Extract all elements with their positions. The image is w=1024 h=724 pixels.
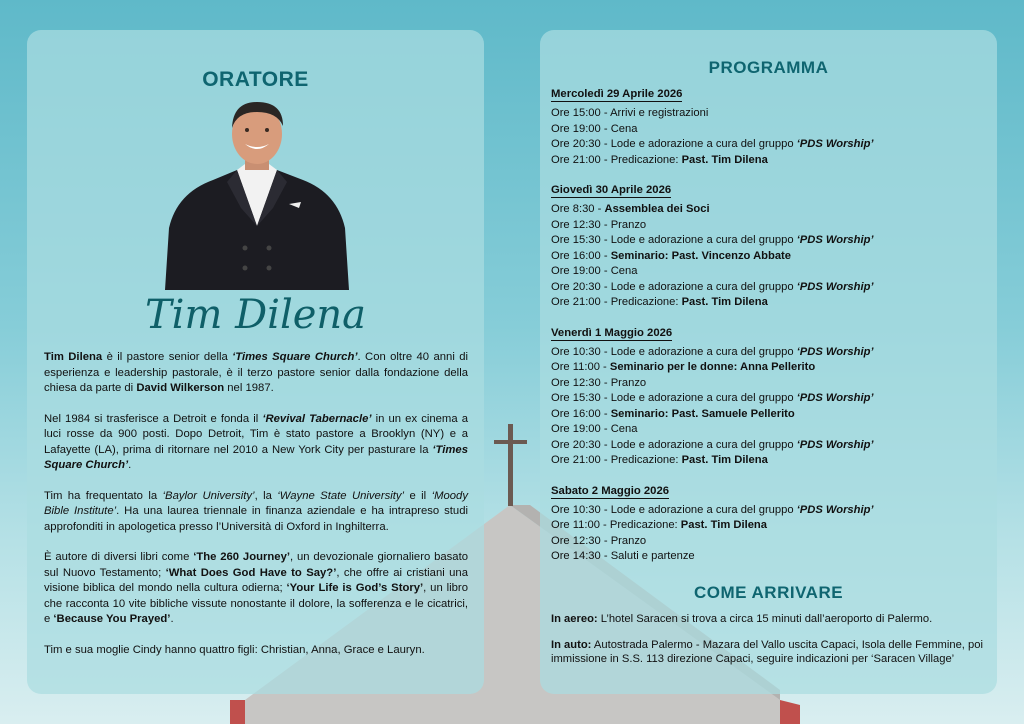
text-run: è il pastore senior della: [102, 351, 233, 363]
text-run: nel 1987.: [224, 382, 274, 394]
text-run: Ore 20:30 - Lode e adorazione a cura del gruppo: [551, 438, 797, 451]
schedule-row: [551, 137, 991, 153]
schedule-row: [551, 376, 991, 392]
text-run: Ore 20:30 - Lode e adorazione a cura del gruppo: [551, 280, 797, 293]
text-run: ‘PDS Worship’: [796, 438, 874, 451]
schedule-row: [551, 122, 991, 138]
text-run: ‘Times Square Church’: [44, 443, 468, 471]
text-run: Ore 21:00 - Predicazione:: [551, 296, 682, 308]
schedule-row: [551, 153, 991, 169]
text-run: Past. Tim Dilena: [681, 296, 768, 308]
schedule-row: [551, 106, 991, 122]
text-run: Ore 15:30 - Lode e adorazione a cura del gruppo: [551, 392, 797, 404]
day-title: Venerdì 1 Maggio 2026: [551, 326, 673, 339]
bio-paragraph: [44, 412, 468, 474]
schedule-row: [551, 518, 991, 534]
text-run: Ore 11:00 - Predicazione:: [551, 519, 681, 531]
text-run: Ore 19:00 - Cena: [551, 423, 638, 435]
schedule-row: [551, 202, 991, 218]
program-day: [551, 484, 991, 565]
program-section-title: PROGRAMMA: [708, 58, 829, 77]
text-run: Seminario: Past. Vincenzo Abbate: [610, 249, 791, 262]
schedule-row: [551, 280, 991, 296]
schedule-row: [551, 534, 991, 550]
program-day: [551, 87, 991, 168]
text-run: Assemblea dei Soci: [604, 203, 710, 215]
text-run: Tim Dilena: [44, 351, 103, 363]
text-run: Tim ha frequentato la: [44, 489, 163, 502]
cross-icon: [508, 424, 513, 506]
schedule-row: [551, 264, 991, 280]
program-panel: [540, 30, 997, 694]
bio-paragraph: [44, 489, 468, 536]
bio-paragraph: [44, 643, 468, 659]
schedule-row: [551, 233, 991, 249]
text-run: Ore 16:00 -: [551, 249, 611, 262]
text-run: , un devozionale giornaliero basato sul Nuovo Testamento;: [44, 551, 468, 579]
day-title: Mercoledì 29 Aprile 2026: [551, 88, 683, 100]
text-run: Ore 8:30 -: [551, 203, 605, 215]
speaker-name: Tim Dilena: [144, 292, 367, 338]
text-run: ‘PDS Worship’: [796, 234, 874, 246]
text-run: Ore 11:00 -: [551, 361, 610, 373]
text-run: Ore 19:00 - Cena: [551, 265, 638, 277]
text-run: .: [128, 459, 132, 471]
text-run: Tim e sua moglie Cindy hanno quattro figli: Christian, Anna, Grace e Lauryn.: [44, 643, 425, 656]
text-run: ‘Baylor University’: [162, 489, 255, 502]
text-run: . Con oltre 40 anni di esperienza e leadership pastorale, è il terzo pastore senior dalla fondazione della chiesa da parte di: [44, 351, 469, 394]
text-run: Ore 10:30 - Lode e adorazione a cura del gruppo: [551, 503, 797, 516]
text-run: È autore di diversi libri come: [44, 551, 194, 563]
text-run: ‘What Does God Have to Say?’: [165, 566, 337, 579]
text-run: In auto:: [551, 639, 592, 651]
text-run: .: [170, 613, 174, 625]
program-day: [551, 326, 991, 469]
arrivals-info: [551, 612, 991, 678]
text-run: ‘Times Square Church’: [232, 351, 358, 363]
text-run: Ore 14:30 - Saluti e partenze: [551, 550, 695, 562]
text-run: Ore 21:00 - Predicazione:: [551, 153, 682, 166]
schedule-row: [551, 453, 991, 469]
text-run: , la: [254, 489, 278, 502]
schedule-row: [551, 295, 991, 311]
day-title: Giovedì 30 Aprile 2026: [551, 184, 672, 196]
text-run: ‘Revival Tabernacle’: [262, 412, 372, 425]
schedule-row: [551, 249, 991, 265]
bio-paragraph: [44, 550, 468, 628]
text-run: Seminario: Past. Samuele Pellerito: [610, 407, 795, 420]
text-run: Ore 15:30 - Lode e adorazione a cura del gruppo: [551, 234, 797, 246]
bio-paragraph: [44, 350, 468, 397]
schedule-row: [551, 438, 991, 454]
schedule-row: [551, 503, 991, 519]
text-run: Past. Tim Dilena: [680, 519, 767, 531]
text-run: In aereo:: [551, 613, 598, 625]
text-run: Ore 12:30 - Pranzo: [551, 376, 647, 389]
text-run: Ore 19:00 - Cena: [551, 122, 638, 135]
text-run: ‘Moody Bible Institute’: [44, 489, 468, 517]
text-run: ‘PDS Worship’: [796, 138, 874, 150]
text-run: ‘PDS Worship’: [796, 280, 874, 293]
text-run: ‘PDS Worship’: [796, 345, 874, 358]
day-title: Sabato 2 Maggio 2026: [551, 484, 670, 497]
text-run: Ore 12:30 - Pranzo: [551, 534, 647, 547]
arrival-paragraph: [551, 638, 991, 666]
text-run: , che offre ai cristiani una visione biblica del mondo nella cultura odierna;: [44, 566, 468, 594]
text-run: L’hotel Saracen si trova a circa 15 minuti dall’aeroporto di Palermo.: [597, 613, 933, 625]
schedule-row: [551, 407, 991, 423]
program-day: [551, 183, 991, 311]
speaker-portrait: [165, 98, 349, 290]
text-run: ‘Wayne State University’: [277, 489, 405, 502]
text-run: Past. Tim Dilena: [681, 454, 768, 466]
text-run: in un ex cinema a luci rosse da 900 posti. Dopo Detroit, Tim è stato pastore a Brooklyn (NY) e a Lafayette (LA), prima di ritornare nel 2010 a New York City per pasturare la: [44, 412, 468, 456]
speaker-panel: [27, 30, 484, 694]
speaker-bio: [44, 350, 468, 673]
text-run: Autostrada Palermo - Mazara del Vallo uscita Capaci, Isola delle Femmine, poi immissione in S.S. 113 direzione Capaci, seguire indicazioni per ‘Saracen Village’: [551, 639, 983, 665]
text-run: Ore 10:30 - Lode e adorazione a cura del gruppo: [551, 345, 797, 358]
schedule-row: [551, 391, 991, 407]
text-run: Ore 21:00 - Predicazione:: [551, 454, 682, 466]
text-run: e il: [404, 489, 432, 502]
text-run: Ore 20:30 - Lode e adorazione a cura del gruppo: [551, 138, 797, 150]
arrival-paragraph: [551, 612, 991, 626]
schedule-row: [551, 360, 991, 376]
schedule-row: [551, 218, 991, 234]
schedule-row: [551, 345, 991, 361]
text-run: Nel 1984 si trasferisce a Detroit e fonda il: [44, 412, 263, 425]
text-run: Ore 12:30 - Pranzo: [551, 218, 647, 231]
text-run: Seminario per le donne: Anna Pellerito: [609, 361, 816, 373]
text-run: Ore 15:00 - Arrivi e registrazioni: [551, 107, 709, 119]
text-run: ‘PDS Worship’: [796, 503, 874, 516]
speaker-section-title: ORATORE: [202, 68, 309, 91]
text-run: , un libro che racconta 10 vite bibliche vissute nonostante il dolore, la sofferenza e le cicatrici, e: [44, 582, 468, 625]
schedule-row: [551, 422, 991, 438]
text-run: ‘Because You Prayed’: [53, 613, 171, 625]
text-run: Ore 16:00 -: [551, 407, 611, 420]
text-run: ‘PDS Worship’: [796, 392, 874, 404]
text-run: Past. Tim Dilena: [681, 153, 768, 166]
text-run: ‘The 260 Journey’: [193, 551, 291, 563]
schedule-row: [551, 549, 991, 565]
program-schedule: [551, 87, 991, 580]
text-run: David Wilkerson: [136, 382, 225, 394]
text-run: . Ha una laurea triennale in finanza aziendale e ha intrapreso studi approfonditi in apologetica presso l’Università di Oxford in Inghilterra.: [44, 505, 468, 533]
text-run: ‘Your Life is God’s Story’: [286, 582, 424, 594]
arrivals-section-title: COME ARRIVARE: [693, 583, 844, 602]
